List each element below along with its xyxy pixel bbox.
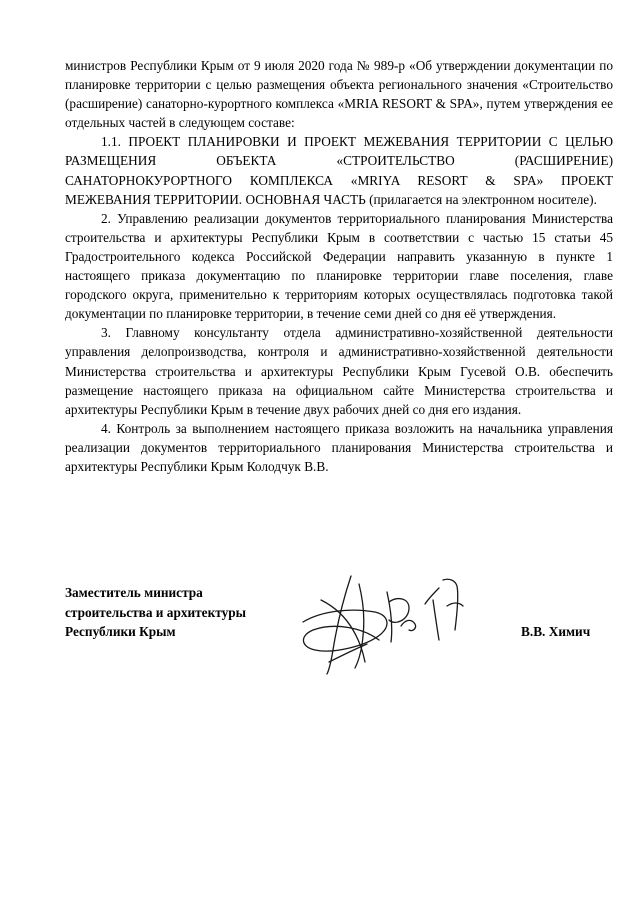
signatory-name: В.В. Химич [521, 624, 591, 639]
position-line-3: Республики Крым [65, 624, 176, 639]
intro-paragraph: министров Республики Крым от 9 июля 2020 года № 989-р «Об утверждении документации по планировке территории с целью размещения объекта регионального значения «Строительство (расширение) санаторно-курортного комплекса «MRIA RESORT & SPA», путем утверждения ее отдельных частей в следующем составе: [65, 58, 613, 131]
item-2-paragraph: 2. Управлению реализации документов территориального планирования Министерства строительства и архитектуры Республики Крым в соответствии с частью 15 статьи 45 Градостроительного кодекса Российской Федерации направить указанную в пункте 1 настоящего приказа документацию по планировке территории главе поселения, главе городского округа, применительно к территориям которых осуществлялась подготовка такой документации по планировке территории, в течение семи дней со дня её утверждения. [65, 210, 613, 322]
item-1-1-paragraph: 1.1. ПРОЕКТ ПЛАНИРОВКИ И ПРОЕКТ МЕЖЕВАНИЯ ТЕРРИТОРИИ С ЦЕЛЬЮ РАЗМЕЩЕНИЯ ОБЪЕКТА «СТРОИТЕЛЬСТВО (РАСШИРЕНИЕ) САНАТОРНОКУРОРТНОГО КОМПЛЕКСА «MRIYA RESORT & SPA» ПРОЕКТ МЕЖЕВАНИЯ ТЕРРИТОРИИ. ОСНОВНАЯ ЧАСТЬ (прилагается на электронном носителе). [65, 134, 613, 207]
item-4-paragraph: 4. Контроль за выполнением настоящего приказа возложить на начальника управления реализации документов территориального планирования Министерства строительства и архитектуры Республики Крым Колодчук В.В. [65, 420, 613, 474]
position-line-1: Заместитель министра [65, 585, 203, 600]
document-body [65, 56, 613, 476]
signatory-position [65, 583, 246, 642]
item-3-paragraph: 3. Главному консультанту отдела административно-хозяйственной деятельности управления делопроизводства, контроля и административно-хозяйственной деятельности Министерства строительства и архитектуры Республики Крым Гусевой О.В. обеспечить размещение настоящего приказа на официальном сайте Министерства строительства и архитектуры Республики Крым в течение двух рабочих дней со дня его издания. [65, 325, 613, 417]
position-line-2: строительства и архитектуры [65, 604, 247, 620]
handwritten-signature [293, 570, 479, 678]
